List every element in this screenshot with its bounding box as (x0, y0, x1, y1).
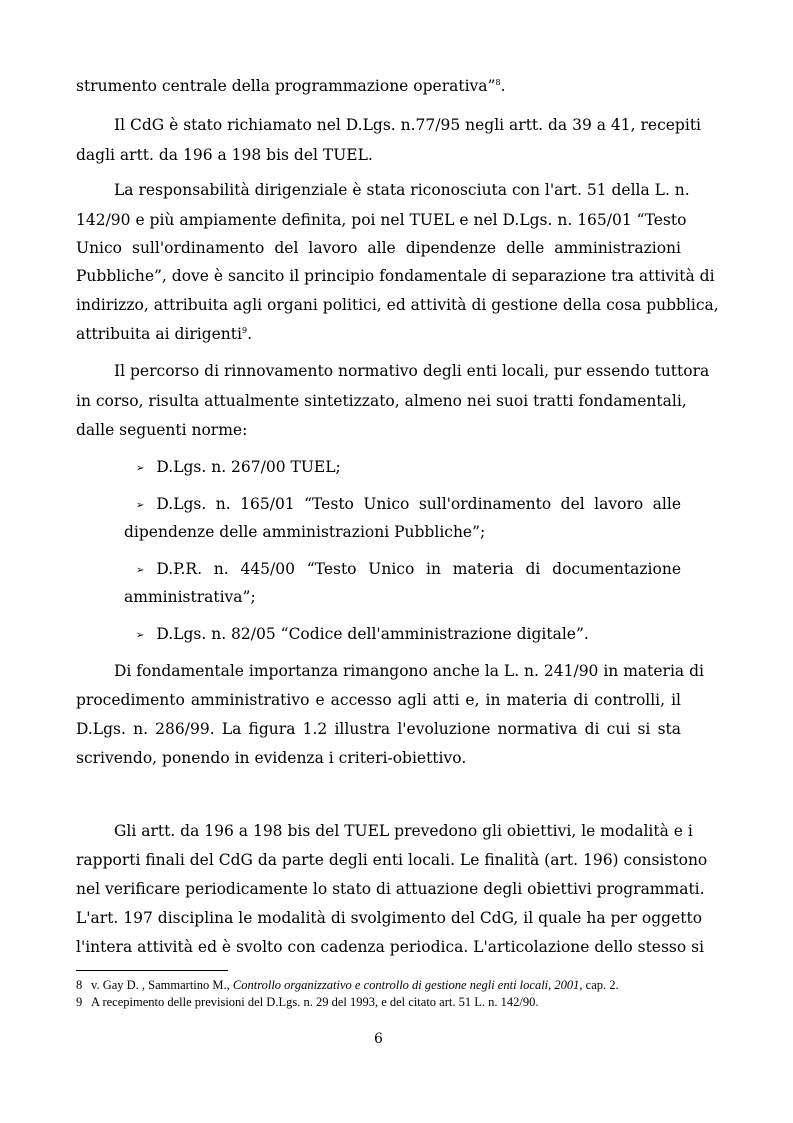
text-line: procedimento amministrativo e accesso agli atti e, in materia di controlli, il (76, 691, 681, 709)
bullet-item-continued: amministrativa”; (124, 588, 256, 606)
text-line: Unico sull'ordinamento del lavoro alle dipendenze delle amministrazioni (76, 239, 681, 257)
footnote: 8 v. Gay D. , Sammartino M., Controllo organizzativo e controllo di gestione negli enti locali, 2001, cap. 2. (76, 978, 619, 992)
bullet-item: ➢ D.Lgs. n. 267/00 TUEL; (136, 458, 341, 476)
footnote-separator (76, 970, 228, 971)
text-line: in corso, risulta attualmente sintetizzato, almeno nei suoi tratti fondamentali, (76, 392, 687, 410)
arrow-bullet-icon: ➢ (136, 500, 145, 511)
text-line: strumento centrale della programmazione operativa”$^8$. (76, 77, 506, 95)
bullet-item-continued: dipendenze delle amministrazioni Pubbliche”; (124, 523, 486, 541)
text-line: Il CdG è stato richiamato nel D.Lgs. n.77/95 negli artt. da 39 a 41, recepiti (114, 116, 702, 134)
text-line: scrivendo, ponendo in evidenza i criteri-obiettivo. (76, 749, 467, 767)
text-line: nel verificare periodicamente lo stato di attuazione degli obiettivi programmati. (76, 880, 705, 898)
text-line: Di fondamentale importanza rimangono anche la L. n. 241/90 in materia di (114, 662, 704, 680)
bullet-item: ➢ D.Lgs. n. 82/05 “Codice dell'amministrazione digitale”. (136, 625, 589, 643)
arrow-bullet-icon: ➢ (136, 565, 145, 576)
text-line: La responsabilità dirigenziale è stata riconosciuta con l'art. 51 della L. n. (114, 181, 690, 199)
text-line: Il percorso di rinnovamento normativo degli enti locali, pur essendo tuttora (114, 362, 710, 380)
text-line: Pubbliche”, dove è sancito il principio fondamentale di separazione tra attività di (76, 267, 715, 285)
text-line: Gli artt. da 196 a 198 bis del TUEL prevedono gli obiettivi, le modalità e i (114, 822, 693, 840)
text-line: L'art. 197 disciplina le modalità di svolgimento del CdG, il quale ha per oggetto (76, 909, 703, 927)
text-line: rapporti finali del CdG da parte degli enti locali. Le finalità (art. 196) consistono (76, 851, 708, 869)
text-line: l'intera attività ed è svolto con cadenza periodica. L'articolazione dello stesso si (76, 938, 705, 956)
text-line: dalle seguenti norme: (76, 421, 248, 439)
bullet-item: ➢ D.P.R. n. 445/00 “Testo Unico in materia di documentazione (136, 560, 681, 578)
page-number: 6 (374, 1031, 383, 1047)
bullet-item: ➢ D.Lgs. n. 165/01 “Testo Unico sull'ordinamento del lavoro alle (136, 495, 681, 513)
footnote: 9 A recepimento delle previsioni del D.Lgs. n. 29 del 1993, e del citato art. 51 L. n. 142/90. (76, 995, 539, 1009)
arrow-bullet-icon: ➢ (136, 630, 145, 641)
text-line: D.Lgs. n. 286/99. La figura 1.2 illustra l'evoluzione normativa di cui si sta (76, 720, 681, 738)
text-line: indirizzo, attribuita agli organi politici, ed attività di gestione della cosa pubblica, (76, 296, 719, 314)
text-line: attribuita ai dirigenti$^9$. (76, 325, 252, 343)
text-line: 142/90 e più ampiamente definita, poi nel TUEL e nel D.Lgs. n. 165/01 “Testo (76, 211, 687, 229)
arrow-bullet-icon: ➢ (136, 463, 145, 474)
footnote-ref: 8 (495, 78, 501, 87)
text-line: dagli artt. da 196 a 198 bis del TUEL. (76, 146, 373, 164)
footnote-ref: 9 (241, 326, 248, 335)
